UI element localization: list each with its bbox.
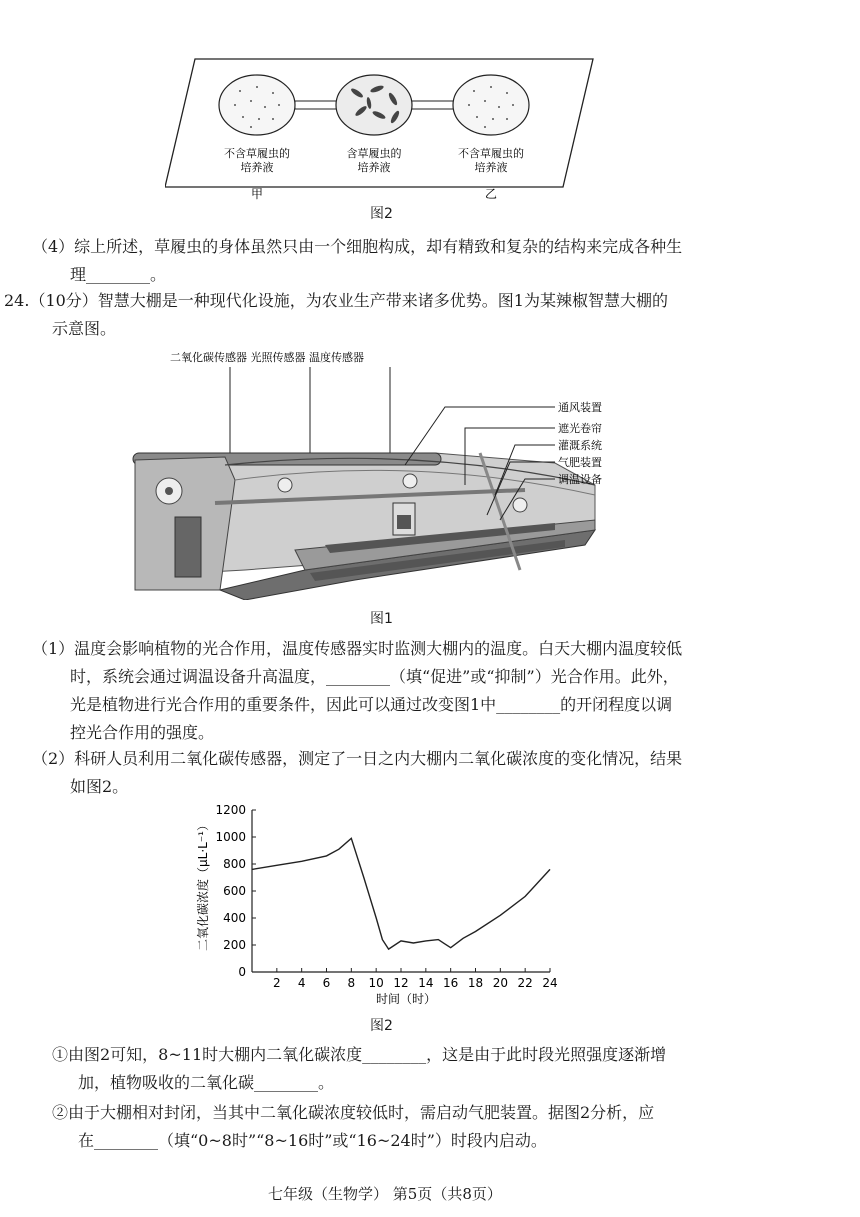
y-tick-label: 600 <box>223 884 246 898</box>
smart-greenhouse-figure <box>125 345 625 600</box>
x-tick-label: 20 <box>492 976 508 990</box>
dish-right-label-2: 培养液 <box>474 161 508 174</box>
callout-temperature-equipment: 调温设备 <box>558 473 602 486</box>
part1-line4: 控光合作用的强度。 <box>70 723 215 742</box>
x-tick-label: 8 <box>347 976 356 990</box>
x-tick-label: 22 <box>517 976 533 990</box>
callout-ventilation: 通风装置 <box>558 401 602 414</box>
sub2-line2: 在________（填“0~8时”“8~16时”或“16~24时”）时段内启动。 <box>78 1131 547 1150</box>
part1-line3: 光是植物进行光合作用的重要条件，因此可以通过改变图1中________的开闭程度以调 <box>70 695 673 714</box>
callout-shade-curtain: 遮光卷帘 <box>558 422 602 435</box>
part1-line1: （1）温度会影响植物的光合作用，温度传感器实时监测大棚内的温度。白天大棚内温度较低 <box>32 639 683 658</box>
y-tick-label: 200 <box>223 938 246 952</box>
x-tick-label: 24 <box>542 976 558 990</box>
sensor-labels: 二氧化碳传感器 光照传感器 温度传感器 <box>170 351 364 364</box>
x-tick-label: 2 <box>273 976 281 990</box>
dish-left-label-1: 不含草履虫的 <box>224 147 290 160</box>
fig1-caption: 图1 <box>370 611 393 627</box>
y-tick-label: 0 <box>238 965 246 979</box>
x-tick-label: 14 <box>418 976 434 990</box>
sub1-line1: ①由图2可知，8~11时大棚内二氧化碳浓度________，这是由于此时段光照强度逐渐增 <box>52 1045 667 1064</box>
callout-gas-fertilizer: 气肥装置 <box>558 456 602 469</box>
y-tick-label: 400 <box>223 911 246 925</box>
q24-stem-line2: 示意图。 <box>52 319 117 338</box>
dish-mid-label-2: 培养液 <box>357 161 391 174</box>
y-tick-label: 1000 <box>215 830 246 844</box>
x-axis-label: 时间（时） <box>375 992 437 1006</box>
q4-line2: 理________。 <box>70 265 167 284</box>
x-tick-label: 4 <box>297 976 306 990</box>
fig2-caption: 图2 <box>370 1018 393 1034</box>
sub1-line2: 加，植物吸收的二氧化碳________。 <box>78 1073 335 1092</box>
fig-top-caption: 图2 <box>370 206 393 222</box>
x-tick-label: 6 <box>322 976 331 990</box>
q4-line1: （4）综上所述，草履虫的身体虽然只由一个细胞构成，却有精致和复杂的结构来完成各种生 <box>32 237 683 256</box>
x-tick-label: 18 <box>467 976 484 990</box>
co2-concentration-chart <box>190 795 590 1015</box>
callout-irrigation: 灌溉系统 <box>558 439 602 452</box>
label-jia: 甲 <box>250 187 264 200</box>
part1-line2: 时，系统会通过调温设备升高温度，________（填“促进”或“抑制”）光合作用。此外， <box>70 667 679 686</box>
page-footer: 七年级（生物学） 第5页（共8页） <box>268 1185 502 1203</box>
x-tick-label: 10 <box>368 976 384 990</box>
part2-line2: 如图2。 <box>70 777 129 796</box>
y-tick-label: 800 <box>223 857 246 871</box>
dish-left-label-2: 培养液 <box>240 161 274 174</box>
paramecium-experiment-figure <box>165 55 595 200</box>
y-tick-label: 1200 <box>215 803 246 817</box>
co2-series-line <box>252 838 550 949</box>
q24-stem-line1: 24.（10分）智慧大棚是一种现代化设施，为农业生产带来诸多优势。图1为某辣椒智慧大棚的 <box>4 291 668 310</box>
y-axis-label: 二氧化碳浓度（μL·L⁻¹） <box>196 819 210 951</box>
dish-right-label-1: 不含草履虫的 <box>458 147 524 160</box>
part2-line1: （2）科研人员利用二氧化碳传感器，测定了一日之内大棚内二氧化碳浓度的变化情况，结果 <box>32 749 683 768</box>
label-yi: 乙 <box>484 187 498 200</box>
x-tick-label: 12 <box>393 976 409 990</box>
sub2-line1: ②由于大棚相对封闭，当其中二氧化碳浓度较低时，需启动气肥装置。据图2分析，应 <box>52 1103 655 1122</box>
x-tick-label: 16 <box>443 976 459 990</box>
dish-mid-label-1: 含草履虫的 <box>346 147 402 160</box>
